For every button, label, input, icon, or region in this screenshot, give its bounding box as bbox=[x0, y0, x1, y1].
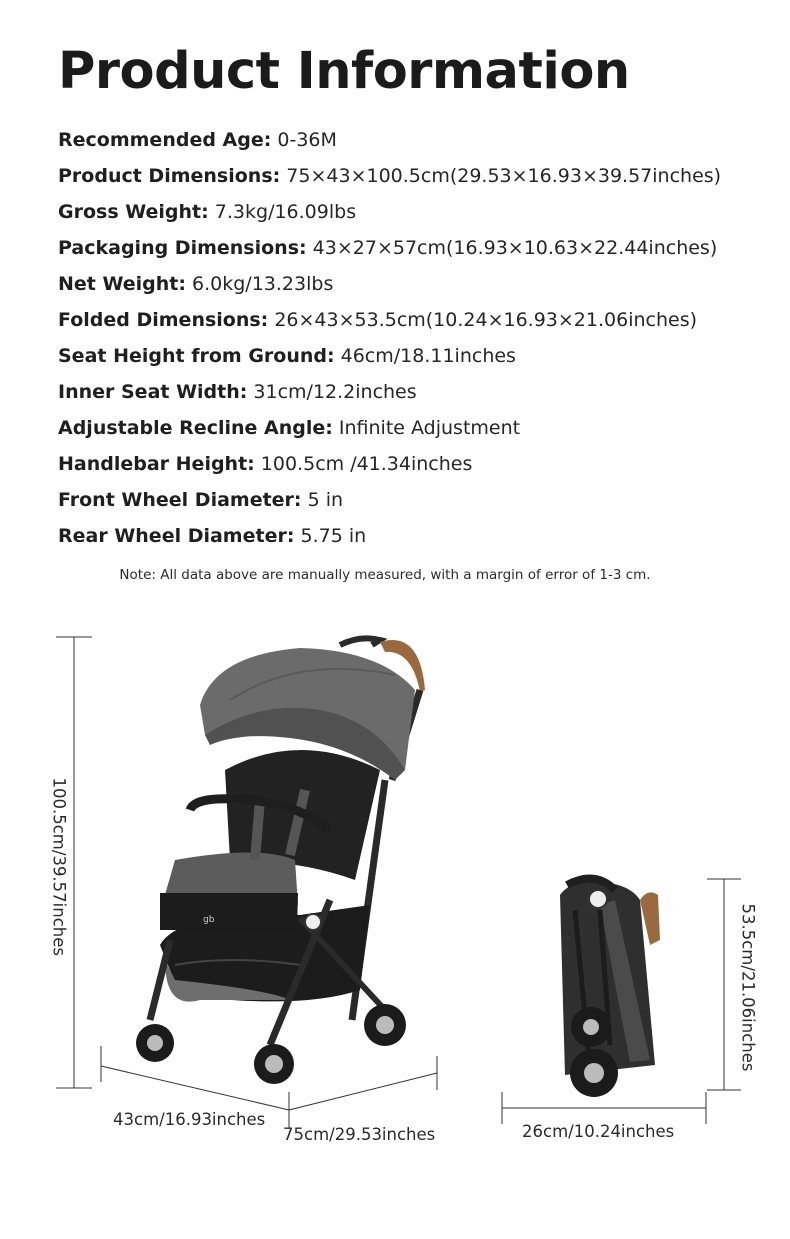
spec-label: Inner Seat Width: bbox=[58, 381, 248, 403]
wheel-folded-upper bbox=[571, 1007, 611, 1047]
spec-label: Rear Wheel Diameter: bbox=[58, 525, 295, 547]
brand-mark: gb bbox=[203, 915, 215, 925]
spec-label: Handlebar Height: bbox=[58, 453, 255, 475]
spec-label: Packaging Dimensions: bbox=[58, 237, 307, 259]
spec-value: 75×43×100.5cm(29.53×16.93×39.57inches) bbox=[280, 165, 722, 187]
depth-dimension-label: 75cm/29.53inches bbox=[283, 1125, 436, 1144]
spec-value: 100.5cm /41.34inches bbox=[254, 453, 473, 475]
height-dimension-label: 100.5cm/39.57inches bbox=[49, 777, 69, 956]
spec-value: 46cm/18.11inches bbox=[334, 345, 516, 367]
wheel-rear bbox=[364, 1004, 406, 1046]
stroller-open-image bbox=[136, 638, 425, 1084]
folded-height-dimension-line bbox=[707, 879, 741, 1090]
measurement-note: Note: All data above are manually measured, with a margin of error of 1-3 cm. bbox=[119, 567, 651, 583]
spec-value: 6.0kg/13.23lbs bbox=[185, 273, 334, 295]
folded-height-dimension-label: 53.5cm/21.06inches bbox=[738, 903, 758, 1072]
wheel-folded-lower bbox=[570, 1049, 618, 1097]
folded-depth-dimension-label: 26cm/10.24inches bbox=[522, 1122, 675, 1141]
spec-value: 5 in bbox=[301, 489, 344, 511]
spec-label: Seat Height from Ground: bbox=[58, 345, 335, 367]
spec-label: Product Dimensions: bbox=[58, 165, 281, 187]
spec-label: Front Wheel Diameter: bbox=[58, 489, 302, 511]
page-title: Product Information bbox=[58, 42, 630, 101]
wheel-front-right bbox=[254, 1044, 294, 1084]
stroller-folded-image bbox=[560, 879, 660, 1097]
spec-label: Net Weight: bbox=[58, 273, 186, 295]
spec-value: 31cm/12.2inches bbox=[247, 381, 417, 403]
spec-label: Recommended Age: bbox=[58, 129, 272, 151]
spec-label: Adjustable Recline Angle: bbox=[58, 417, 333, 439]
depth-dimension-line bbox=[289, 1056, 437, 1110]
spec-label: Gross Weight: bbox=[58, 201, 209, 223]
spec-value: 43×27×57cm(16.93×10.63×22.44inches) bbox=[306, 237, 718, 259]
spec-value: 26×43×53.5cm(10.24×16.93×21.06inches) bbox=[268, 309, 698, 331]
spec-value: 7.3kg/16.09lbs bbox=[208, 201, 357, 223]
spec-value: Infinite Adjustment bbox=[332, 417, 521, 439]
spec-value: 5.75 in bbox=[294, 525, 367, 547]
folded-depth-dimension-line bbox=[502, 1092, 706, 1124]
width-dimension-label: 43cm/16.93inches bbox=[113, 1110, 266, 1129]
spec-label: Folded Dimensions: bbox=[58, 309, 269, 331]
spec-value: 0-36M bbox=[271, 129, 337, 151]
wheel-front-left bbox=[136, 1024, 174, 1062]
